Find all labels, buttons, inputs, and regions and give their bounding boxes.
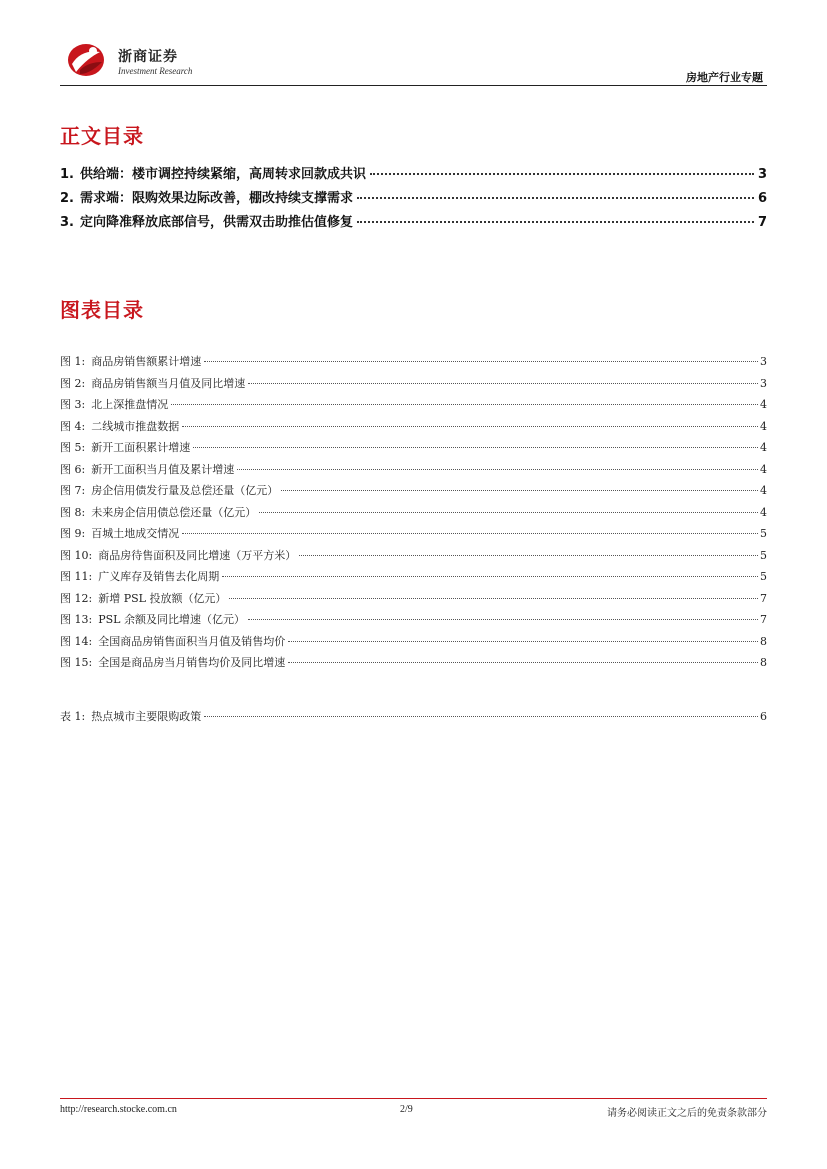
figures-list: [60, 353, 767, 676]
figure-entry[interactable]: [60, 461, 767, 483]
tables-list: [60, 708, 767, 730]
figure-entry[interactable]: [60, 568, 767, 590]
dot-leader: [222, 576, 758, 577]
entry-page: 8: [760, 656, 767, 669]
dot-leader: [182, 426, 758, 427]
entry-label: 图 8:: [60, 505, 86, 519]
dot-leader: [281, 490, 758, 491]
brand-logo-icon: [66, 40, 106, 78]
dot-leader: [357, 197, 754, 199]
figure-entry[interactable]: [60, 633, 767, 655]
entry-page: 3: [760, 355, 767, 368]
dot-leader: [299, 555, 758, 556]
figure-entry[interactable]: [60, 547, 767, 569]
contents-entry-number: 2.: [60, 191, 74, 206]
figure-entry[interactable]: [60, 353, 767, 375]
figure-entry[interactable]: [60, 504, 767, 526]
entry-label: 图 6:: [60, 462, 86, 476]
figure-entry[interactable]: [60, 439, 767, 461]
page-header: [60, 38, 767, 88]
entry-title: 全国是商品房当月销售均价及同比增速: [98, 656, 286, 669]
figure-entry[interactable]: [60, 525, 767, 547]
entry-title: 热点城市主要限购政策: [91, 710, 202, 723]
table-entry[interactable]: [60, 708, 767, 730]
entry-page: 8: [760, 634, 767, 648]
dot-leader: [204, 716, 758, 717]
dot-leader: [182, 533, 758, 534]
entry-label: 图 4:: [60, 419, 86, 433]
entry-page: 4: [760, 419, 767, 433]
entry-page: 4: [760, 398, 767, 411]
entry-title: 广义库存及销售去化周期: [98, 570, 220, 583]
figure-entry[interactable]: [60, 611, 767, 633]
entry-title: 北上深推盘情况: [91, 398, 169, 411]
contents-entry-page: 3: [757, 167, 767, 182]
entry-label: 图 11:: [60, 570, 93, 583]
entry-label: 图 7:: [60, 484, 86, 497]
entry-title: 二线城市推盘数据: [91, 419, 180, 433]
brand-name-en: Investment Research: [118, 66, 193, 76]
document-type: 房地产行业专题: [686, 71, 763, 84]
entry-label: 图 12:: [60, 591, 93, 605]
entry-title: 商品房销售额当月值及同比增速: [91, 376, 246, 390]
entry-title: 未来房企信用债总偿还量（亿元）: [91, 505, 257, 519]
entry-title: 新开工面积累计增速: [91, 441, 191, 454]
brand-logo: [66, 40, 193, 82]
entry-page: 4: [760, 484, 767, 497]
contents-entry-page: 7: [757, 215, 767, 230]
figure-entry[interactable]: [60, 396, 767, 418]
dot-leader: [248, 619, 758, 620]
entry-page: 5: [760, 548, 767, 562]
figure-entry[interactable]: [60, 418, 767, 440]
contents-entry-number: 1.: [60, 167, 74, 182]
entry-label: 图 5:: [60, 441, 86, 454]
figure-entry[interactable]: [60, 482, 767, 504]
entry-page: 4: [760, 441, 767, 454]
dot-leader: [248, 383, 758, 384]
entry-label: 图 1:: [60, 355, 86, 368]
page-footer: [60, 1104, 767, 1120]
entry-page: 5: [760, 527, 767, 540]
entry-label: 图 15:: [60, 656, 93, 669]
entry-page: 4: [760, 462, 767, 476]
entry-page: 7: [760, 613, 767, 626]
figure-entry[interactable]: [60, 375, 767, 397]
entry-label: 图 3:: [60, 398, 86, 411]
contents-entry[interactable]: [60, 211, 767, 235]
dot-leader: [259, 512, 758, 513]
footer-url-link[interactable]: http://research.stocke.com.cn: [60, 1104, 177, 1115]
entry-title: 商品房销售额累计增速: [91, 355, 202, 368]
entry-title: 全国商品房销售面积当月值及销售均价: [98, 634, 286, 648]
contents-entry-title: 定向降准释放底部信号，供需双击助推估值修复: [80, 215, 354, 230]
entry-title: 百城土地成交情况: [91, 527, 180, 540]
entry-label: 表 1:: [60, 710, 86, 723]
dot-leader: [288, 641, 758, 642]
disclaimer-text: 请务必阅读正文之后的免责条款部分: [607, 1108, 767, 1119]
dot-leader: [204, 361, 758, 362]
entry-page: 3: [760, 376, 767, 390]
dot-leader: [193, 447, 758, 448]
entry-page: 6: [760, 710, 767, 723]
contents-title: 正文目录: [60, 124, 144, 148]
dot-leader: [370, 173, 754, 175]
entry-label: 图 10:: [60, 548, 93, 562]
contents-entry-number: 3.: [60, 215, 74, 230]
contents-entry[interactable]: [60, 187, 767, 211]
page-number: 2/9: [400, 1104, 413, 1115]
dot-leader: [288, 662, 758, 663]
entry-label: 图 9:: [60, 527, 86, 540]
dot-leader: [357, 221, 754, 223]
contents-entry-page: 6: [757, 191, 767, 206]
entry-title: 商品房待售面积及同比增速（万平方米）: [98, 548, 297, 562]
dot-leader: [237, 469, 758, 470]
contents-entry-title: 需求端：限购效果边际改善，棚改持续支撑需求: [80, 191, 354, 206]
entry-title: 新增 PSL 投放额（亿元）: [98, 591, 227, 605]
brand-name-cn: 浙商证券: [118, 49, 178, 65]
entry-label: 图 14:: [60, 634, 93, 648]
entry-title: 房企信用债发行量及总偿还量（亿元）: [91, 484, 279, 497]
header-divider: [60, 85, 767, 86]
contents-entry[interactable]: [60, 163, 767, 187]
figures-title: 图表目录: [60, 298, 144, 322]
dot-leader: [171, 404, 758, 405]
entry-label: 图 13:: [60, 613, 93, 626]
footer-divider: [60, 1098, 767, 1099]
dot-leader: [229, 598, 758, 599]
figure-entry[interactable]: [60, 654, 767, 676]
entry-page: 4: [760, 505, 767, 519]
contents-entry-title: 供给端：楼市调控持续紧缩，高周转求回款成共识: [80, 167, 367, 182]
entry-label: 图 2:: [60, 376, 86, 390]
contents-list: [60, 163, 767, 235]
figure-entry[interactable]: [60, 590, 767, 612]
entry-page: 5: [760, 570, 767, 583]
entry-page: 7: [760, 591, 767, 605]
entry-title: 新开工面积当月值及累计增速: [91, 462, 235, 476]
entry-title: PSL 余额及同比增速（亿元）: [98, 613, 245, 626]
